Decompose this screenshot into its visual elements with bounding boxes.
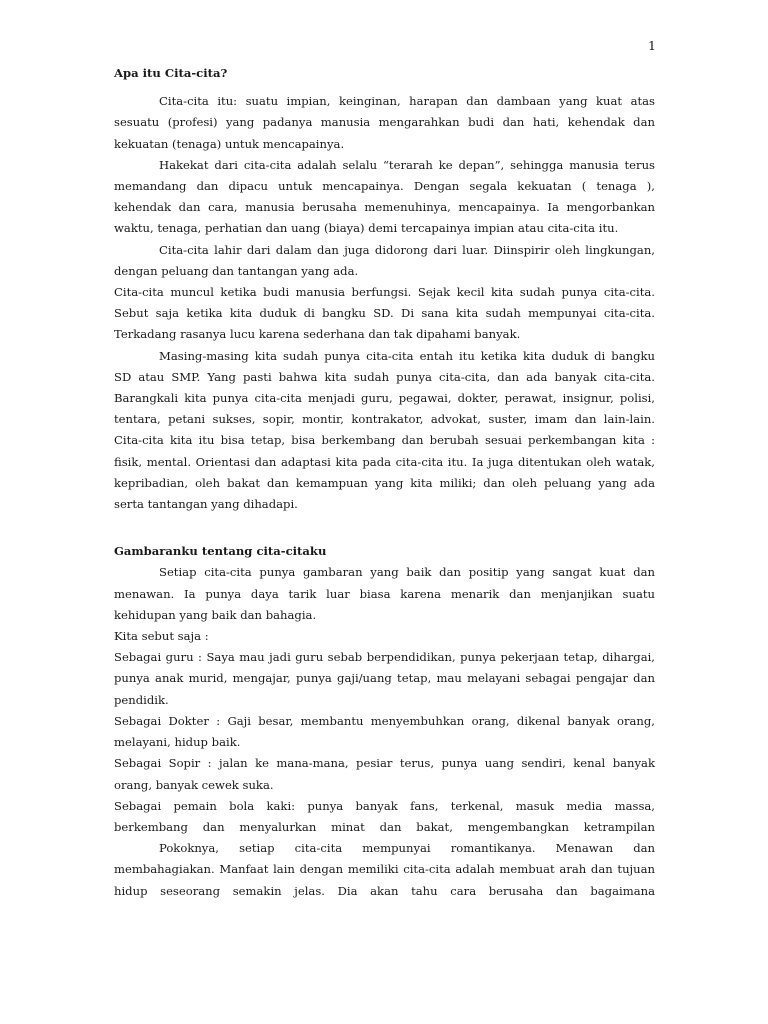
text-line: Sebagai pemain bola kaki: punya banyak fans, terkenal, masuk media massa, bbox=[114, 798, 655, 813]
paragraph-sopir bbox=[114, 753, 655, 795]
text-line: Cita-cita kita itu bisa tetap, bisa berkembang dan berubah sesuai perkembangan kita : bbox=[114, 433, 655, 448]
text-line: Masing-masing kita sudah punya cita-cita entah itu ketika kita duduk di bangku bbox=[159, 348, 655, 363]
text-line: membahagiakan. Manfaat lain dengan memiliki cita-cita adalah membuat arah dan tujuan bbox=[114, 862, 655, 877]
text-line: waktu, tenaga, perhatian dan uang (biaya) demi tercapainya impian atau cita-cita itu. bbox=[114, 221, 619, 236]
text-line: fisik, mental. Orientasi dan adaptasi kita pada cita-cita itu. Ia juga ditentukan oleh watak, bbox=[114, 454, 655, 469]
paragraph-hakekat bbox=[114, 155, 655, 240]
text-line: orang, banyak cewek suka. bbox=[114, 777, 274, 792]
paragraph-dokter bbox=[114, 711, 655, 753]
document-body bbox=[114, 63, 655, 902]
text-line: Sebagai guru : Saya mau jadi guru sebab berpendidikan, punya pekerjaan tetap, dihargai, bbox=[114, 650, 655, 665]
text-line: berkembang dan menyalurkan minat dan bakat, mengembangkan ketrampilan bbox=[114, 819, 655, 834]
text-line: Hakekat dari cita-cita adalah selalu “terarah ke depan”, sehingga manusia terus bbox=[159, 157, 655, 172]
text-line: memandang dan dipacu untuk mencapainya. Dengan segala kekuatan ( tenaga ), bbox=[114, 179, 655, 194]
paragraph-kita-sebut bbox=[114, 626, 655, 647]
text-line: Pokoknya, setiap cita-cita mempunyai romantikanya. Menawan dan bbox=[159, 841, 655, 856]
paragraph-pokoknya bbox=[114, 838, 655, 902]
text-line: Sebagai Dokter : Gaji besar, membantu menyembuhkan orang, dikenal banyak orang, bbox=[114, 713, 655, 728]
text-line: Cita-cita lahir dari dalam dan juga didorong dari luar. Diinspirir oleh lingkungan, bbox=[159, 242, 655, 257]
text-line: Sebagai Sopir : jalan ke mana-mana, pesiar terus, punya uang sendiri, kenal banyak bbox=[114, 756, 655, 771]
text-line: Barangkali kita punya cita-cita menjadi guru, pegawai, dokter, perawat, insignur, polisi, bbox=[114, 391, 655, 406]
text-line: pendidik. bbox=[114, 692, 169, 707]
section-heading-gambaranku: Gambaranku tentang cita-citaku bbox=[114, 544, 327, 559]
paragraph-muncul bbox=[114, 282, 655, 346]
paragraph-pemain-bola bbox=[114, 796, 655, 838]
text-line: Setiap cita-cita punya gambaran yang baik dan positip yang sangat kuat dan bbox=[159, 565, 655, 580]
paragraph-guru bbox=[114, 647, 655, 711]
text-line: Cita-cita muncul ketika budi manusia berfungsi. Sejak kecil kita sudah punya cita-cita. bbox=[114, 285, 655, 300]
text-line: Cita-cita itu: suatu impian, keinginan, harapan dan dambaan yang kuat atas bbox=[159, 94, 655, 109]
text-line: SD atau SMP. Yang pasti bahwa kita sudah punya cita-cita, dan ada banyak cita-cita. bbox=[114, 369, 655, 384]
text-line: Sebut saja ketika kita duduk di bangku SD. Di sana kita sudah mempunyai cita-cita. bbox=[114, 306, 655, 321]
paragraph-lahir bbox=[114, 240, 655, 282]
text-line: kepribadian, oleh bakat dan kemampuan yang kita miliki; dan oleh peluang yang ada bbox=[114, 475, 655, 490]
text-line: Terkadang rasanya lucu karena sederhana dan tak dipahami banyak. bbox=[114, 327, 521, 342]
text-line: Kita sebut saja : bbox=[114, 629, 209, 644]
text-line: tentara, petani sukses, sopir, montir, kontrakator, advokat, suster, imam dan lain-lain. bbox=[114, 412, 655, 427]
paragraph-masing-masing bbox=[114, 346, 655, 516]
text-line: hidup seseorang semakin jelas. Dia akan tahu cara berusaha dan bagaimana bbox=[114, 883, 655, 898]
text-line: dengan peluang dan tantangan yang ada. bbox=[114, 263, 359, 278]
text-line: kehendak dan cara, manusia berusaha memenuhinya, mencapainya. Ia mengorbankan bbox=[114, 200, 655, 215]
page-number: 1 bbox=[648, 38, 656, 53]
paragraph-definition bbox=[114, 91, 655, 155]
text-line: melayani, hidup baik. bbox=[114, 735, 241, 750]
paragraph-setiap bbox=[114, 562, 655, 626]
text-line: kekuatan (tenaga) untuk mencapainya. bbox=[114, 136, 345, 151]
text-line: menawan. Ia punya daya tarik luar biasa karena menarik dan menjanjikan suatu bbox=[114, 586, 655, 601]
text-line: punya anak murid, mengajar, punya gaji/uang tetap, mau melayani sebagai pengajar dan bbox=[114, 671, 655, 686]
text-line: kehidupan yang baik dan bahagia. bbox=[114, 607, 317, 622]
section-heading-apa-itu-cita-cita: Apa itu Cita-cita? bbox=[114, 66, 228, 80]
text-line: sesuatu (profesi) yang padanya manusia mengarahkan budi dan hati, kehendak dan bbox=[114, 115, 655, 130]
text-line: serta tantangan yang dihadapi. bbox=[114, 497, 298, 512]
